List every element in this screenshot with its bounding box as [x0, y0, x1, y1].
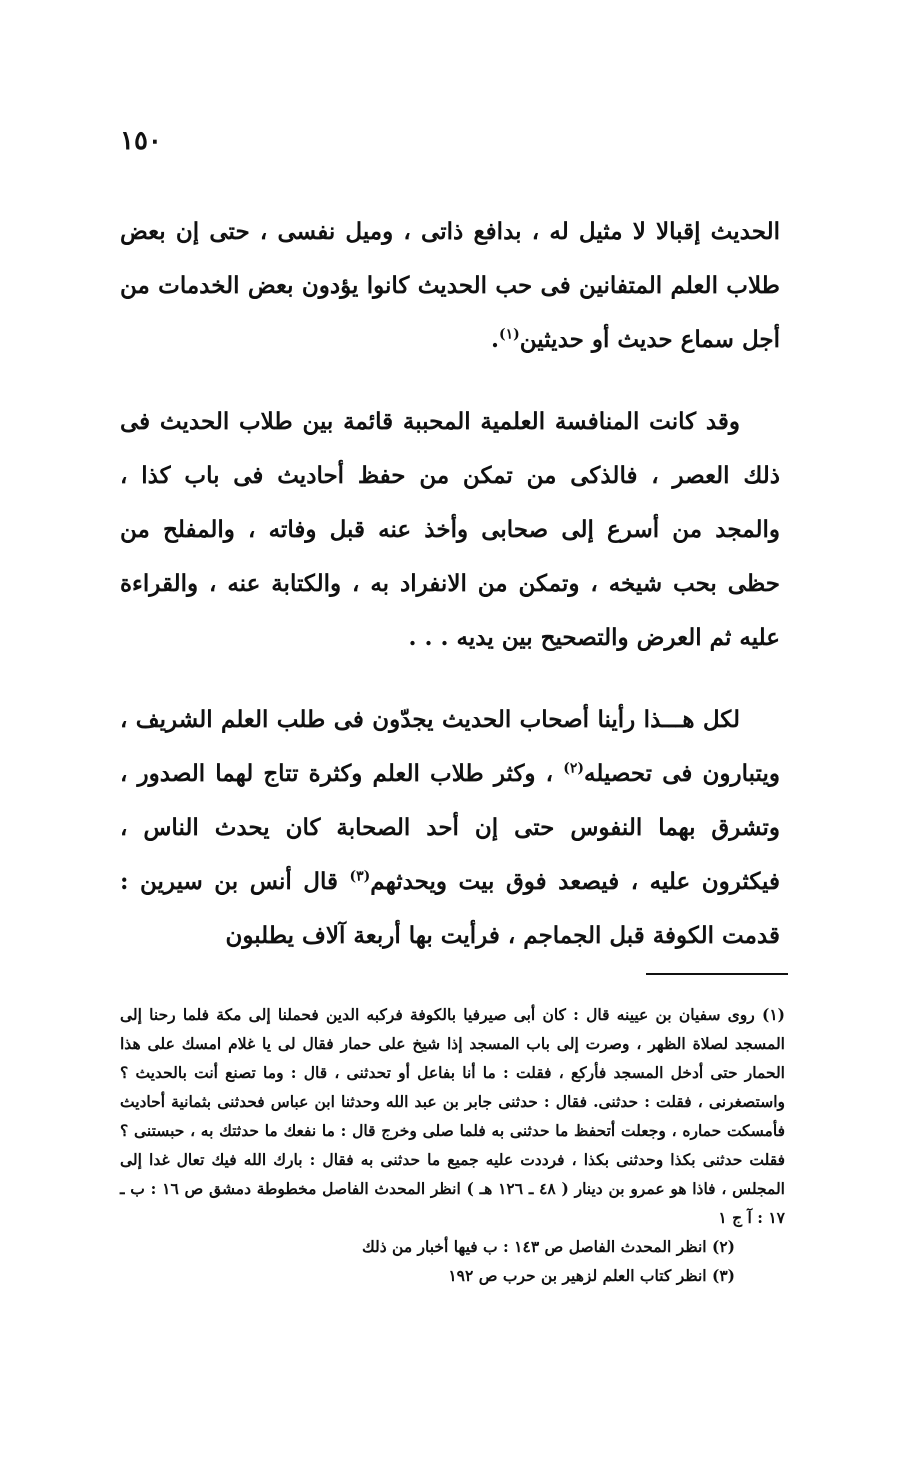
- main-text: [120, 205, 780, 963]
- footnote-2: (٢) انظر المحدث الفاصل ص ١٤٣ : ب فيها أخبار من ذلك: [361, 1237, 735, 1256]
- footnotes: [120, 1000, 785, 1290]
- paragraph-3: [120, 693, 780, 963]
- footnote-ref-3: (٣): [349, 868, 371, 885]
- paragraph-1: [120, 205, 780, 367]
- footnote-1: (١) روى سفيان بن عيينه قال : كان أبى صيرفيا بالكوفة فركبه الدين فحملنا إلى مكة فلما رحنا إلى المسجد لصلاة الظهر ، وصرت إلى باب المسجد إذا شيخ على حمار فقال لى يا غلام امسك على هذا الحمار حتى أدخل المسجد فأركع ، فقلت : ما أنا بفاعل أو تحدثنى ، قال : وما تصنع أنت بالحديث ؟ واستصغرنى ، فقلت : حدثنى. فقال : حدثنى جابر بن عبد الله وحدثنا ابن عباس فحدثنى بثمانية أحاديث فأمسكت حماره ، وجعلت أتحفظ ما حدثنى به فلما صلى وخرج قال : ما نفعك ما حدثتك به ، حبستنى ؟ فقلت حدثنى بكذا وحدثنى بكذا ، فرددت عليه جميع ما حدثنى به فقال : بارك الله فيك تعال غدا إلى المجلس ، فاذا هو عمرو بن دينار ( ٤٨ ـ ١٢٦ هـ ) انظر المحدث الفاصل مخطوطة دمشق ص ١٦ : ب ـ ١٧ : آ ج ١: [120, 1005, 785, 1227]
- footnote-ref-2: (٢): [563, 760, 584, 777]
- paragraph-3-text-a: لكل هـــذا رأينا أصحاب الحديث يجدّون فى طلب العلم الشريف ، ويتبارون فى تحصيله: [120, 706, 780, 787]
- page-number: ١٥٠: [120, 126, 162, 156]
- paragraph-2: وقد كانت المنافسة العلمية المحببة قائمة بين طلاب الحديث فى ذلك العصر ، فالذكى من تمكن من حفظ أحاديث فى باب كذا ، والمجد من أسرع إلى صحابى وأخذ عنه قبل وفاته ، والمفلح من حظى بحب شيخه ، وتمكن من الانفراد به ، والكتابة عنه ، والقراءة عليه ثم العرض والتصحيح بين يديه . . .: [120, 408, 780, 651]
- paragraph-3-text-c: قال أنس بن سيرين : قدمت الكوفة قبل الجماجم ، فرأيت بها أربعة آلاف يطلبون: [120, 868, 780, 949]
- footnote-divider: [646, 973, 788, 975]
- paragraph-3-text-b: ، وكثر طلاب العلم وكثرة تتاج لهما الصدور ، وتشرق بهما النفوس حتى إن أحد الصحابة كان يحدث الناس ، فيكثرون عليه ، فيصعد فوق بيت ويحدثهم: [120, 760, 780, 895]
- paragraph-1-tail: .: [490, 326, 499, 353]
- footnote-3: (٣) انظر كتاب العلم لزهير بن حرب ص ١٩٢: [448, 1266, 735, 1285]
- paragraph-1-text: الحديث إقبالا لا مثيل له ، بدافع ذاتى ، وميل نفسى ، حتى إن بعض طلاب العلم المتفانين فى حب الحديث كانوا يؤدون بعض الخدمات من أجل سماع حديث أو حديثين: [120, 218, 780, 353]
- footnote-ref-1: (١): [499, 326, 520, 343]
